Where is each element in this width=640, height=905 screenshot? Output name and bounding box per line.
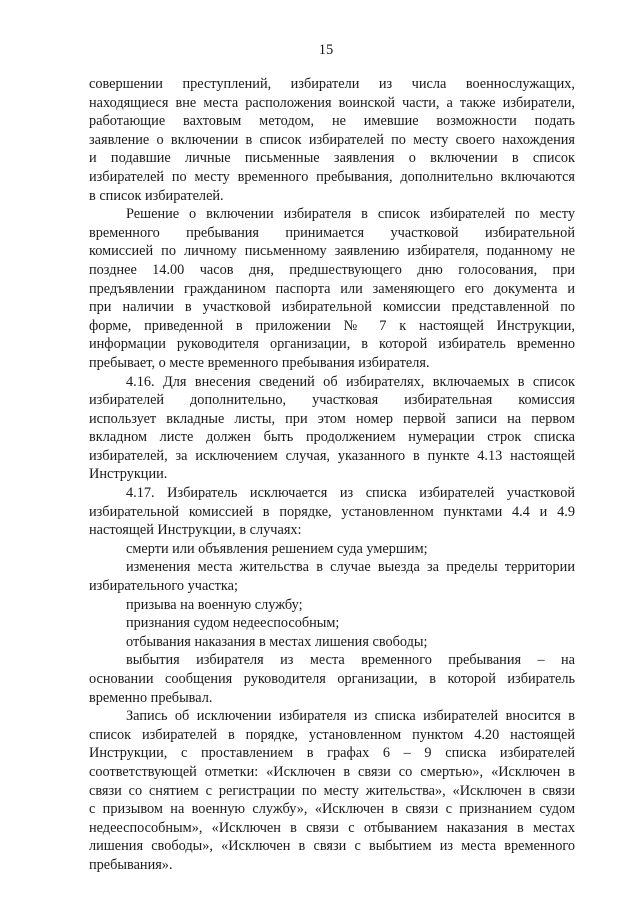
text-line: основании сообщения руководителя организации, в которой избиратель — [89, 671, 575, 687]
text-line: с призывом на военную службу», «Исключен в связи с признанием судом — [89, 801, 575, 818]
text-line: предъявлении гражданином паспорта или заменяющего его документа и — [89, 280, 575, 297]
text-line: в список избирателей. — [89, 187, 224, 204]
text-line: Запись об исключении избирателя из списка избирателей вносится в — [126, 708, 575, 725]
text-line: 4.17. Избиратель исключается из списка избирателей участковой — [126, 485, 575, 502]
text-line: признания судом недееспособным; — [126, 615, 340, 632]
text-line: временно пребывал. — [89, 689, 213, 706]
text-line: вкладном листе должен быть продолжением нумерации строк списка — [89, 429, 575, 446]
text-line: Инструкции, с проставлением в графах 6 – 9 списка избирателей — [89, 745, 575, 762]
text-line: призыва на военную службу; — [126, 596, 303, 613]
text-line: временного пребывания принимается участковой избирательной — [89, 224, 575, 241]
text-line: находящиеся вне места расположения воинской части, а также избиратели, — [89, 94, 575, 111]
text-line: избирательной комиссией в порядке, установленном пунктами 4.4 и 4.9 — [89, 503, 575, 520]
text-line: позднее 14.00 часов дня, предшествующего дню голосования, при — [89, 261, 575, 278]
text-line: соответствующей отметки: «Исключен в связи со смертью», «Исключен в — [89, 763, 575, 780]
text-line: выбытия избирателя из места временного пребывания – на — [126, 652, 575, 669]
text-line: избирателей по месту временного пребывания, дополнительно включаются — [89, 168, 575, 185]
page-number: 15 — [318, 42, 334, 58]
text-line: 4.16. Для внесения сведений об избирателях, включаемых в список — [126, 373, 575, 390]
text-line: заявление о включении в список избирателей по месту своего нахождения — [89, 131, 575, 148]
text-line: избирателей, за исключением случая, указанного в пункте 4.13 настоящей — [89, 447, 575, 464]
text-line: отбывания наказания в местах лишения свободы; — [126, 633, 428, 650]
text-line: использует вкладные листы, при этом номер первой записи на первом — [89, 410, 575, 427]
text-line: Решение о включении избирателя в список избирателей по месту — [126, 206, 575, 223]
text-line: и подавшие личные письменные заявления о включении в список — [89, 150, 575, 167]
text-line: пребывания». — [89, 856, 173, 873]
text-line: лишения свободы», «Исключен в связи с выбытием из места временного — [89, 838, 575, 855]
text-line: избирательного участка; — [89, 578, 238, 595]
text-line: избирателей дополнительно, участковая избирательная комиссия — [89, 392, 575, 409]
text-line: Инструкции. — [89, 466, 168, 483]
text-line: список избирателей в порядке, установленном пунктом 4.20 настоящей — [89, 726, 575, 743]
text-line: настоящей Инструкции, в случаях: — [89, 522, 302, 539]
text-line: комиссией по личному письменному заявлению избирателя, поданному не — [89, 243, 575, 260]
text-line: совершении преступлений, избиратели из числа военнослужащих, — [89, 76, 575, 92]
document-body — [89, 75, 575, 875]
text-line: при наличии в участковой избирательной комиссии представленной по — [89, 299, 575, 316]
text-line: недееспособным», «Исключен в связи с отбыванием наказания в местах — [89, 819, 575, 836]
text-line: пребывает, о месте временного пребывания избирателя. — [89, 354, 430, 371]
text-line: информации руководителя организации, в которой избиратель временно — [89, 336, 575, 353]
text-line: форме, приведенной в приложении № 7 к настоящей Инструкции, — [89, 317, 575, 334]
text-line: связи со снятием с регистрации по месту жительства», «Исключен в связи — [89, 782, 575, 799]
text-line: работающие вахтовым методом, не имевшие возможности подать — [89, 113, 575, 130]
text-line: изменения места жительства в случае выезда за пределы территории — [126, 559, 575, 576]
text-line: смерти или объявления решением суда умершим; — [126, 540, 428, 557]
